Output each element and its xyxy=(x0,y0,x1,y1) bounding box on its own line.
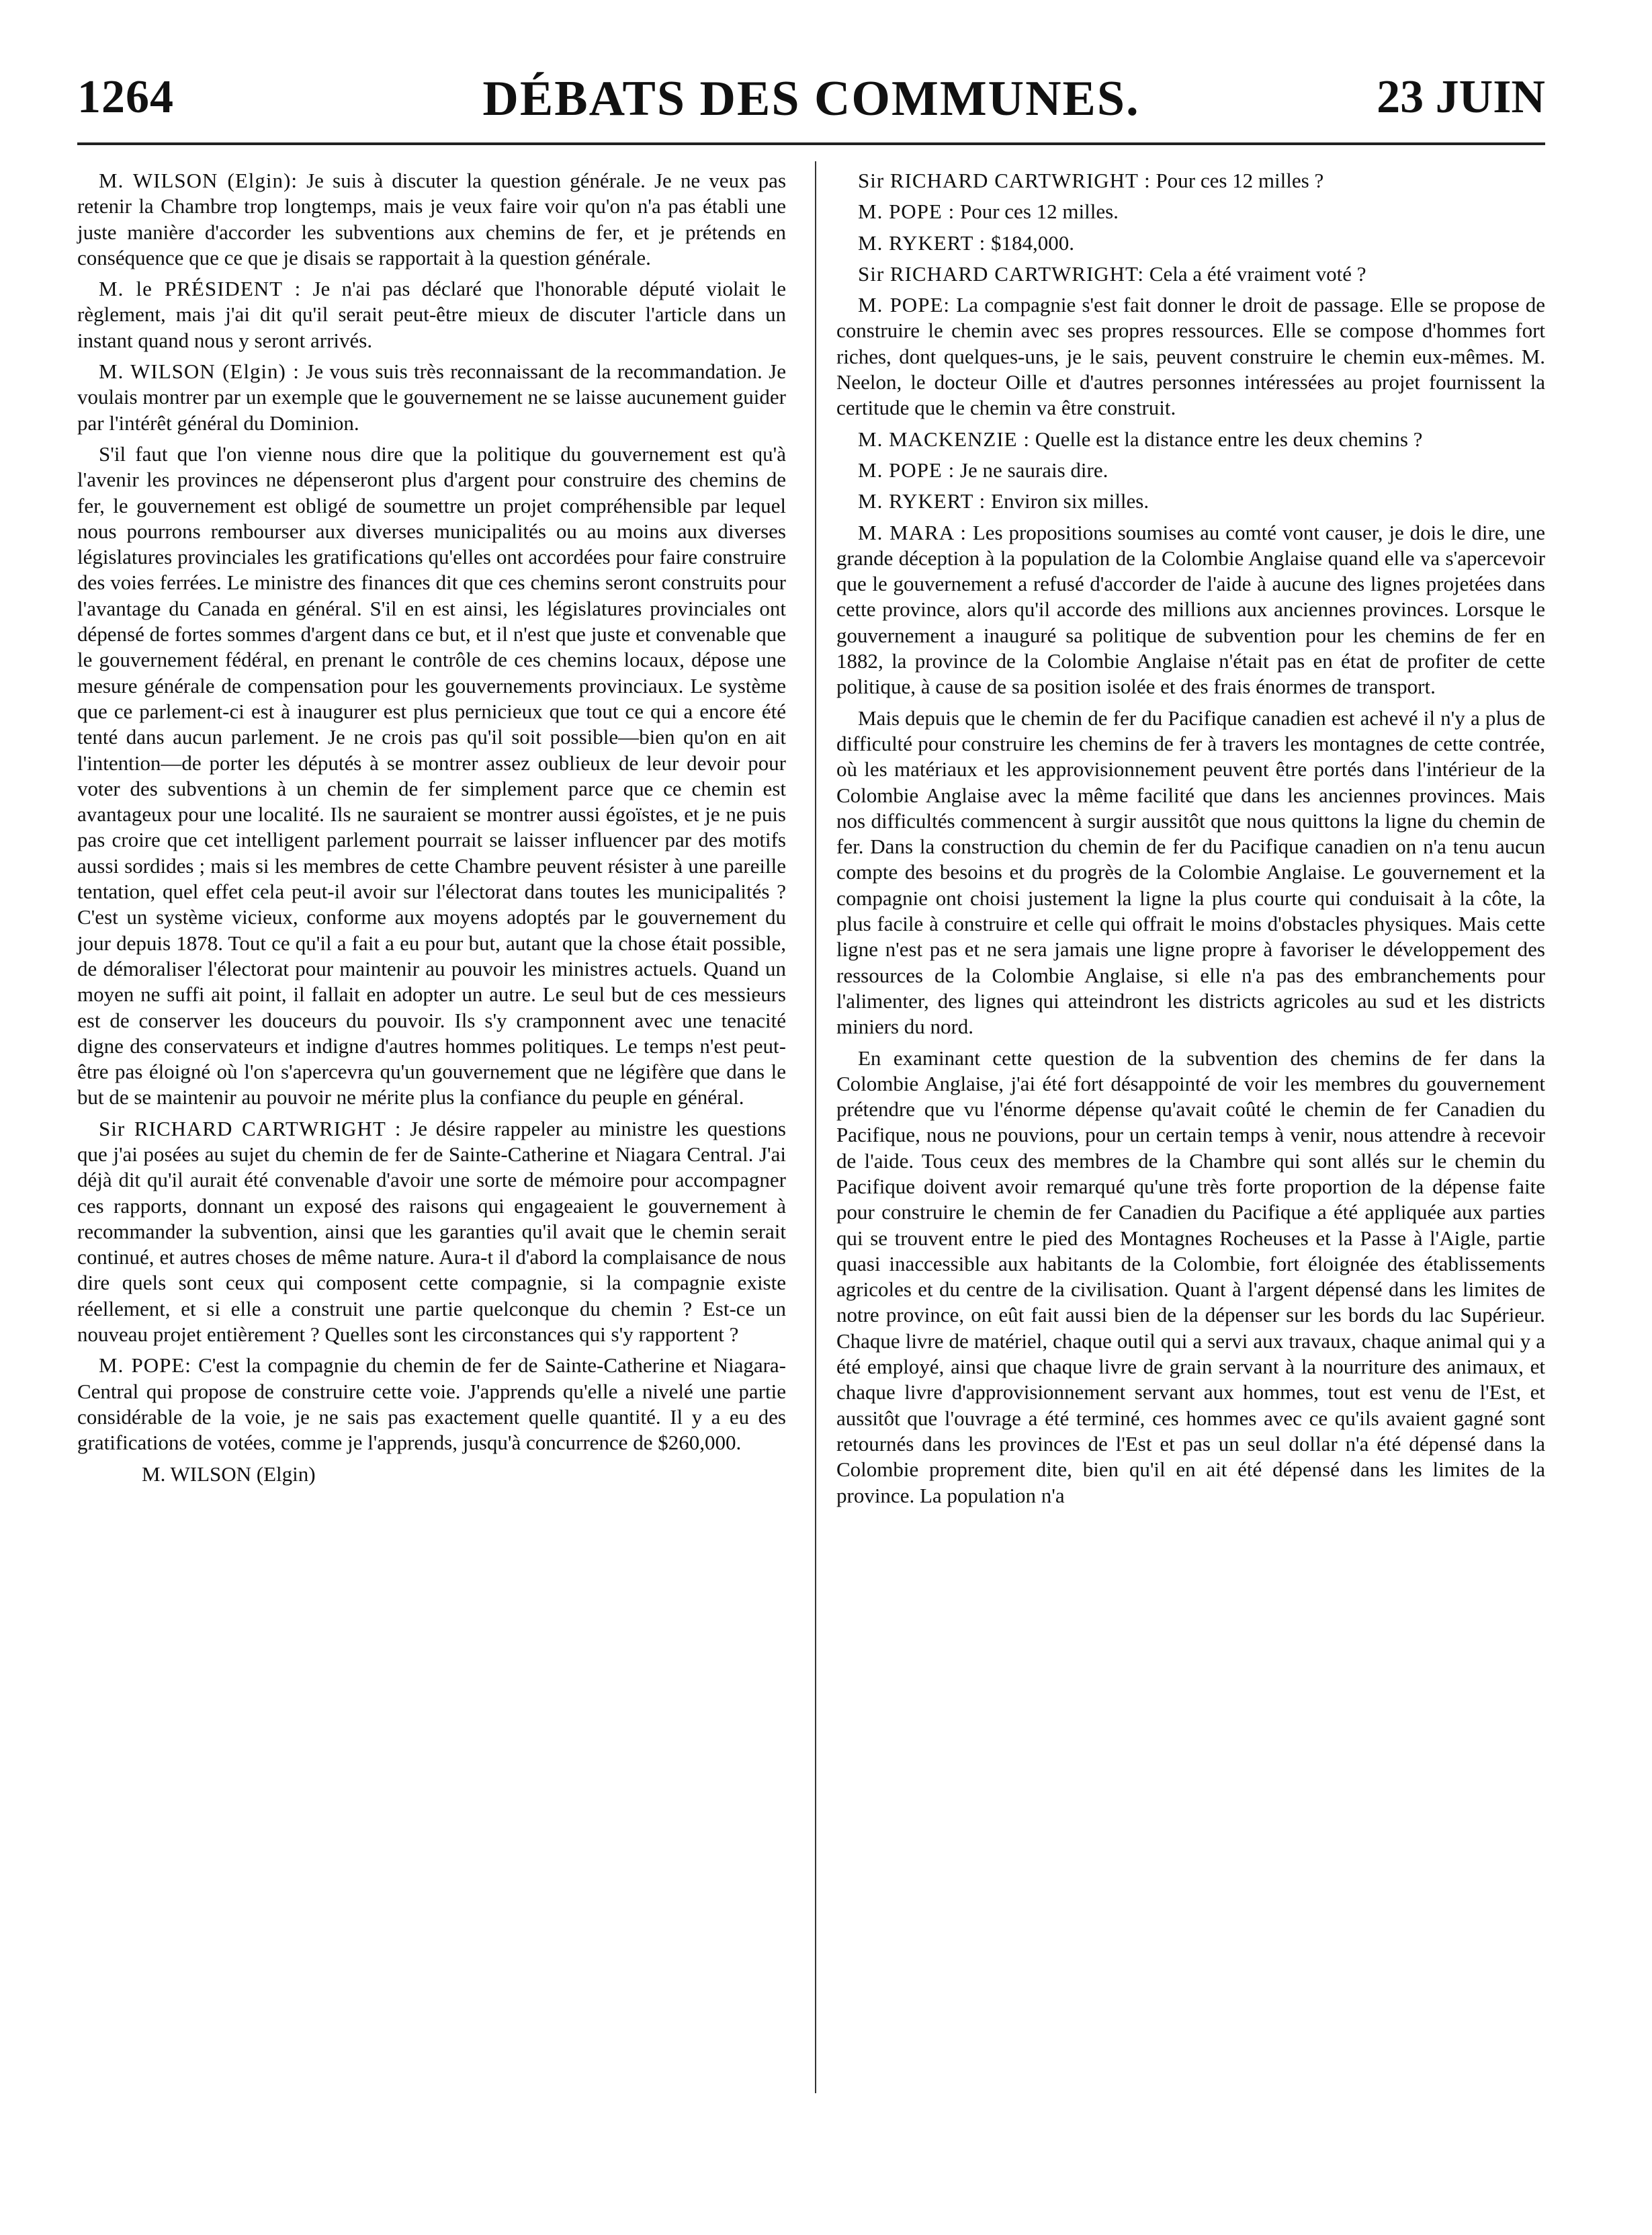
speaker-name: M. POPE : xyxy=(858,458,955,482)
speaker-name: M. POPE: xyxy=(858,293,950,317)
right-column xyxy=(836,168,1545,1514)
paragraph xyxy=(836,458,1545,483)
speaker-name: Sir RICHARD CARTWRIGHT: xyxy=(858,261,1145,286)
paragraph xyxy=(836,261,1545,287)
speaker-name: M. le PRÉSIDENT : xyxy=(99,277,302,301)
speech-text: La compagnie s'est fait donner le droit de passage. Elle se propose de construire le chemin avec ses propres ressources. Elle se compose d'hommes fort riches, dont quelques-uns, je le sais, peuvent construire le chemin eux-mêmes. M. Neelon, le docteur Oille et d'autres personnes intéressées au projet fournissent la certitude que le chemin va être construit. xyxy=(836,293,1546,420)
paragraph xyxy=(77,1116,786,1348)
paragraph xyxy=(836,427,1545,452)
speaker-name: M. WILSON (Elgin): xyxy=(99,169,298,192)
paragraph xyxy=(836,230,1545,256)
paragraph xyxy=(836,199,1545,224)
trailing-speaker: M. WILSON (Elgin) xyxy=(142,1462,316,1486)
header-rule xyxy=(77,142,1545,145)
paragraph xyxy=(77,276,786,353)
paragraph xyxy=(836,168,1545,194)
speaker-name: M. POPE: xyxy=(99,1353,191,1378)
speech-text: Mais depuis que le chemin de fer du Pacifique canadien est achevé il n'y a plus de difficulté pour construire les chemins de fer à travers les montagnes de cette contrée, où les matériaux et les approvisionnement peuvent être portés dans l'intérieur de la Colombie Anglaise avec la même facilité que dans les anciennes provinces. Mais nos difficultés commencent à surgir aussitôt que nous quittons la ligne du chemin de fer. Dans la construction du chemin de fer du Pacifique canadien on n'a tenu aucun compte des besoins et du progrès de la Colombie Anglaise. Le gouvernement et la compagnie ont choisi justement la ligne la plus courte qui conduisait à la côte, la plus facile à construire et celle qui offrait le moins d'obstacles physiques. Mais cette ligne n'est pas et ne sera jamais une ligne propre à favoriser le développement des ressources de la Colombie Anglaise, si elle n'a pas des embranchements pour l'alimenter, des lignes qui atteindront les districts agricoles au sud et les districts miniers du nord. xyxy=(836,706,1545,1039)
speaker-name: M. MACKENZIE : xyxy=(858,427,1030,451)
speech-text: S'il faut que l'on vienne nous dire que la politique du gouvernement est qu'à l'avenir les provinces ne dépenseront plus d'argent pour construire des chemins de fer, le gouvernement est obligé de soumettre un projet compréhensible par lequel nous pourrons rembourser aux diverses municipalités ou au moins aux diverses législatures provinciales les gratifications qu'elles ont accordées pour faire construire des voies ferrées. Le ministre des finances dit que ces chemins seront construits pour l'avantage du Canada en général. S'il en est ainsi, les législatures provinciales ont dépensé de fortes sommes d'argent dans ce but, et il n'est que juste et convenable que le gouvernement fédéral, en prenant le contrôle de ces chemins locaux, dépose une mesure générale de compensation pour les gouvernements provinciaux. Le système que ce parlement-ci est à inaugurer est plus pernicieux que tout ce qui a encore été tenté dans aucun parlement. Je ne crois pas qu'il soit possible—bien qu'on en ait l'intention—de porter les députés à se montrer assez oublieux de leur devoir pour voter des subventions à un chemin de fer simplement parce que ce chemin est avantageux pour une localité. Ils ne sauraient se montrer aussi égoïstes, et je ne puis pas croire que cet intelligent parlement pourrait se laisser influencer par des motifs aussi sordides ; mais si les membres de cette Chambre peuvent résister à une pareille tentation, quel effet cela peut-il avoir sur l'électorat dans toutes les municipalités ? C'est un système vicieux, conforme aux moyens adoptés par le gouvernement du jour depuis 1878. Tout ce qu'il a fait a eu pour but, autant que la chose était possible, de démoraliser l'électorat pour maintenir au pouvoir les ministres actuels. Quand un moyen ne suffi ait point, il fallait en adopter un autre. Le seul but de ces messieurs est de conserver les douceurs du pouvoir. Ils s'y cramponnent avec une tenacité digne des conservateurs et indigne d'autres hommes politiques. Le temps n'est peut-être pas éloigné où l'on s'apercevra qu'un gouvernement que ne légifère que dans le but de se maintenir au pouvoir ne mérite plus la confiance du peuple en général. xyxy=(77,441,786,1109)
speech-text: Je vous suis très reconnaissant de la recommandation. Je voulais montrer par un exemple que le gouvernement ne se laisse aucunement guider par l'intérêt général du Dominion. xyxy=(77,360,786,435)
speech-text: Je suis à discuter la question générale. Je ne veux pas retenir la Chambre trop longtemps, mais je veux faire voir qu'on n'a pas établi une juste manière d'accorder les subventions aux chemins de fer, et je prétends en conséquence que ce que je disais se rapportait à la question générale. xyxy=(77,169,787,269)
speech-text: Je ne saurais dire. xyxy=(959,458,1108,482)
speaker-name: M. RYKERT : xyxy=(858,489,986,513)
speaker-name: Sir RICHARD CARTWRIGHT : xyxy=(858,169,1151,192)
speaker-name: M. WILSON (Elgin) : xyxy=(99,360,300,384)
speech-text: Quelle est la distance entre les deux chemins ? xyxy=(1035,427,1423,451)
left-column xyxy=(77,168,786,1492)
speech-text: C'est la compagnie du chemin de fer de Sainte-Catherine et Niagara-Central qui propose de construire cette voie. J'apprends qu'elle a nivelé une partie considérable de la voie, je ne sais pas exactement quelle quantité. Il y a eu des gratifications de votées, comme je l'apprends, jusqu'à concurrence de $260,000. xyxy=(77,1353,787,1455)
speaker-name: M. RYKERT : xyxy=(858,230,986,255)
paragraph xyxy=(836,706,1545,1040)
speech-text: En examinant cette question de la subvention des chemins de fer dans la Colombie Anglaise, j'ai été fort désappointé de voir les membres du gouvernement prétendre que vu l'énorme dépense qu'avait coûté le chemin de fer Canadien du Pacifique, nous ne pouvions, pour un certain temps à venir, nous attendre à recevoir de l'aide. Tous ceux des membres de la Chambre qui sont allés sur le chemin du Pacifique doivent avoir remarqué qu'une très forte proportion de la dépense faite pour construire le chemin de fer Canadien du Pacifique a été appliquée aux parties qui se trouvent entre le pied des Montagnes Rocheuses et la Passe à l'Aigle, partie quasi inaccessible aux habitants de la Colombie, fort éloignée des établissements agricoles et du centre de la civilisation. Quant à l'argent dépensé dans les limites de notre province, on eût fait aussi bien de la dépenser sur les bords du lac Supérieur. Chaque livre de matériel, chaque outil qui a servi aux travaux, chaque animal qui y a été employé, ainsi que chaque livre de grain servant à la nourriture des animaux, et chaque livre d'approvisionnement servant aux hommes, tout est venu de l'Est, et aussitôt que l'ouvrage a été terminé, ces hommes avec ce qu'ils avaient gagné sont retournés dans les provinces de l'Est et pas un seul dollar n'a été dépensé dans la Colombie proprement dite, bien qu'il en ait été dépensé dans les limites de la province. La population n'a xyxy=(836,1046,1545,1507)
page-date: 23 JUIN xyxy=(1377,71,1545,123)
column-divider xyxy=(815,161,816,2093)
speech-text: Je n'ai pas déclaré que l'honorable député violait le règlement, mais j'ai dit qu'il serait peut-être mieux de discuter l'article dans un instant quand nous y seront arrivés. xyxy=(77,277,787,352)
speech-text: Je désire rappeler au ministre les questions que j'ai posées au sujet du chemin de fer de Sainte-Catherine et Niagara Central. J'ai déjà dit qu'il aurait été convenable d'avoir une sorte de mémoire pour accompagner ces rapports, donnant un exposé des raisons qui engageaient le gouvernement à recommander la subvention, ainsi que les garanties qu'il avait que le chemin serait continué, et autres choses de même nature. Aura-t il d'abord la complaisance de nous dire quels sont ceux qui composent cette compagnie, si la compagnie existe réellement, et si elle a construit une partie quelconque du chemin ? Est-ce un nouveau projet entièrement ? Quelles sont les circonstances qui s'y rapportent ? xyxy=(77,1116,786,1347)
paragraph xyxy=(77,359,786,436)
speaker-name: Sir RICHARD CARTWRIGHT : xyxy=(99,1116,402,1140)
paragraph xyxy=(77,168,786,271)
speech-text: Pour ces 12 milles ? xyxy=(1156,169,1324,192)
paragraph xyxy=(836,1046,1545,1509)
speech-text: Les propositions soumises au comté vont causer, je dois le dire, une grande déception à la population de la Colombie Anglaise quand elle va s'apercevoir que le gouvernement a refusé d'accorder de l'aide à aucune des lignes projetées dans cette province, alors qu'il accorde des millions aux anciennes provinces. Lorsque le gouvernement a inauguré sa politique de subvention pour les chemins de fer en 1882, la province de la Colombie Anglaise n'était pas en état de profiter de cette politique, à cause de sa position isolée et des frais énormes de transport. xyxy=(836,520,1545,699)
speaker-name: M. POPE : xyxy=(858,200,955,224)
paragraph xyxy=(77,1353,786,1456)
speech-text: Cela a été vraiment voté ? xyxy=(1149,261,1366,286)
speaker-name: M. MARA : xyxy=(858,520,967,544)
speech-text: $184,000. xyxy=(991,230,1075,255)
page-header xyxy=(77,71,1545,131)
speech-text: Pour ces 12 milles. xyxy=(959,200,1119,224)
paragraph xyxy=(836,520,1545,700)
page-number: 1264 xyxy=(77,71,174,123)
paragraph xyxy=(836,489,1545,514)
paragraph xyxy=(836,292,1545,421)
paragraph xyxy=(77,441,786,1111)
speech-text: Environ six milles. xyxy=(991,489,1149,513)
page-title: DÉBATS DES COMMUNES. xyxy=(482,71,1140,126)
